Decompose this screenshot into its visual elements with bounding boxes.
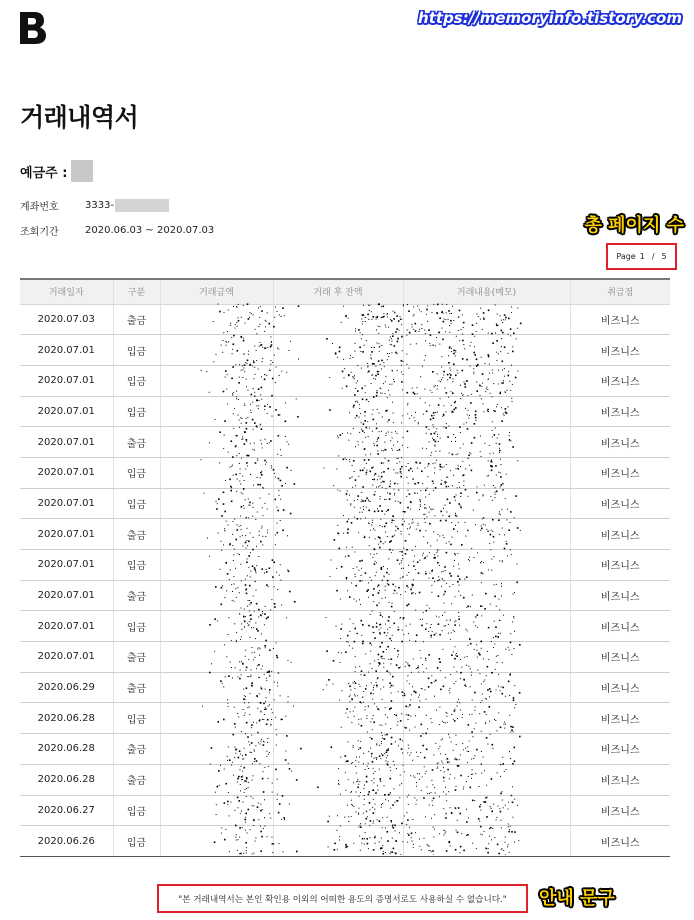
cell-memo-redacted (403, 457, 570, 488)
cell-memo-redacted (403, 611, 570, 642)
notice-annotation: 안내 문구 (539, 888, 615, 909)
table-row (20, 611, 670, 642)
table-row (20, 826, 670, 857)
cell-balance-redacted (273, 611, 403, 642)
cell-balance-redacted (273, 550, 403, 581)
cell-memo-redacted (403, 580, 570, 611)
cell-type: 출금 (113, 304, 160, 335)
table-row (20, 427, 670, 458)
cell-date: 2020.07.01 (20, 519, 113, 550)
cell-balance-redacted (273, 304, 403, 335)
table-row (20, 642, 670, 673)
cell-balance-redacted (273, 642, 403, 673)
cell-amount-redacted (160, 611, 273, 642)
cell-branch: 비즈니스 (570, 611, 670, 642)
cell-amount-redacted (160, 457, 273, 488)
cell-balance-redacted (273, 826, 403, 857)
cell-amount-redacted (160, 703, 273, 734)
table-row (20, 365, 670, 396)
header-type: 구분 (113, 279, 160, 304)
table-row (20, 335, 670, 366)
cell-amount-redacted (160, 519, 273, 550)
cell-branch: 비즈니스 (570, 427, 670, 458)
table-row (20, 488, 670, 519)
cell-amount-redacted (160, 396, 273, 427)
cell-balance-redacted (273, 734, 403, 765)
cell-balance-redacted (273, 365, 403, 396)
table-row (20, 580, 670, 611)
cell-date: 2020.07.01 (20, 550, 113, 581)
header-memo: 거래내용(메모) (403, 279, 570, 304)
cell-amount-redacted (160, 764, 273, 795)
cell-memo-redacted (403, 335, 570, 366)
cell-branch: 비즈니스 (570, 335, 670, 366)
cell-branch: 비즈니스 (570, 764, 670, 795)
cell-amount-redacted (160, 642, 273, 673)
table-row (20, 519, 670, 550)
notice-box (157, 884, 528, 913)
cell-memo-redacted (403, 826, 570, 857)
cell-branch: 비즈니스 (570, 642, 670, 673)
table-row (20, 672, 670, 703)
cell-date: 2020.06.28 (20, 703, 113, 734)
cell-type: 출금 (113, 764, 160, 795)
document-title: 거래내역서 (20, 103, 139, 132)
cell-branch: 비즈니스 (570, 703, 670, 734)
cell-type: 출금 (113, 519, 160, 550)
table-row (20, 795, 670, 826)
owner-name-redacted (71, 160, 93, 182)
account-label: 계좌번호 (20, 202, 59, 213)
cell-date: 2020.07.01 (20, 396, 113, 427)
cell-balance-redacted (273, 488, 403, 519)
header-date: 거래일자 (20, 279, 113, 304)
cell-type: 출금 (113, 580, 160, 611)
cell-date: 2020.06.28 (20, 734, 113, 765)
cell-type: 출금 (113, 427, 160, 458)
cell-balance-redacted (273, 335, 403, 366)
cell-memo-redacted (403, 396, 570, 427)
period-value: 2020.06.03 ~ 2020.07.03 (85, 225, 215, 236)
table-row (20, 734, 670, 765)
cell-branch: 비즈니스 (570, 488, 670, 519)
transaction-table (20, 278, 670, 857)
cell-type: 입금 (113, 365, 160, 396)
cell-amount-redacted (160, 672, 273, 703)
cell-memo-redacted (403, 427, 570, 458)
cell-date: 2020.07.01 (20, 427, 113, 458)
cell-branch: 비즈니스 (570, 550, 670, 581)
cell-date: 2020.07.01 (20, 580, 113, 611)
cell-amount-redacted (160, 826, 273, 857)
cell-memo-redacted (403, 304, 570, 335)
page-label: Page (616, 252, 636, 261)
cell-type: 입금 (113, 488, 160, 519)
cell-balance-redacted (273, 457, 403, 488)
table-row (20, 396, 670, 427)
watermark-url: https://memoryinfo.tistory.com (418, 9, 682, 27)
cell-amount-redacted (160, 335, 273, 366)
cell-date: 2020.06.27 (20, 795, 113, 826)
cell-branch: 비즈니스 (570, 519, 670, 550)
cell-date: 2020.07.01 (20, 365, 113, 396)
cell-memo-redacted (403, 519, 570, 550)
cell-date: 2020.07.01 (20, 457, 113, 488)
cell-branch: 비즈니스 (570, 304, 670, 335)
cell-type: 입금 (113, 611, 160, 642)
header-balance: 거래 후 잔액 (273, 279, 403, 304)
cell-memo-redacted (403, 734, 570, 765)
table-row (20, 457, 670, 488)
account-value: 3333- (85, 200, 115, 211)
header-amount: 거래금액 (160, 279, 273, 304)
cell-amount-redacted (160, 550, 273, 581)
cell-balance-redacted (273, 764, 403, 795)
cell-type: 출금 (113, 642, 160, 673)
page-total: 5 (661, 252, 667, 261)
account-number-redacted (115, 199, 169, 212)
cell-balance-redacted (273, 519, 403, 550)
cell-branch: 비즈니스 (570, 734, 670, 765)
cell-type: 입금 (113, 457, 160, 488)
cell-amount-redacted (160, 304, 273, 335)
cell-amount-redacted (160, 427, 273, 458)
cell-balance-redacted (273, 396, 403, 427)
cell-date: 2020.06.29 (20, 672, 113, 703)
cell-balance-redacted (273, 672, 403, 703)
cell-date: 2020.07.01 (20, 335, 113, 366)
table-row (20, 764, 670, 795)
table-row (20, 703, 670, 734)
cell-memo-redacted (403, 795, 570, 826)
cell-type: 입금 (113, 335, 160, 366)
cell-amount-redacted (160, 734, 273, 765)
cell-branch: 비즈니스 (570, 795, 670, 826)
cell-amount-redacted (160, 580, 273, 611)
page-separator: / (651, 252, 655, 261)
table-row (20, 304, 670, 335)
cell-memo-redacted (403, 365, 570, 396)
cell-type: 입금 (113, 795, 160, 826)
cell-memo-redacted (403, 550, 570, 581)
bank-b-logo-icon (20, 12, 46, 44)
cell-memo-redacted (403, 764, 570, 795)
total-pages-annotation: 총 페이지 수 (584, 215, 684, 236)
header-branch: 취급점 (570, 279, 670, 304)
table-header-row (20, 279, 670, 304)
notice-text: "본 거래내역서는 본인 확인용 이외의 어떠한 용도의 증명서로도 사용하실 수 없습니다." (178, 894, 507, 905)
period-row (20, 223, 214, 238)
cell-branch: 비즈니스 (570, 672, 670, 703)
cell-balance-redacted (273, 427, 403, 458)
cell-amount-redacted (160, 488, 273, 519)
cell-type: 출금 (113, 734, 160, 765)
cell-memo-redacted (403, 672, 570, 703)
cell-date: 2020.07.03 (20, 304, 113, 335)
transaction-table-body (20, 304, 670, 856)
cell-date: 2020.06.28 (20, 764, 113, 795)
cell-branch: 비즈니스 (570, 396, 670, 427)
period-label: 조회기간 (20, 227, 59, 238)
cell-balance-redacted (273, 795, 403, 826)
cell-type: 입금 (113, 826, 160, 857)
cell-type: 입금 (113, 396, 160, 427)
cell-memo-redacted (403, 488, 570, 519)
cell-date: 2020.07.01 (20, 488, 113, 519)
cell-type: 출금 (113, 672, 160, 703)
cell-balance-redacted (273, 580, 403, 611)
cell-memo-redacted (403, 642, 570, 673)
cell-branch: 비즈니스 (570, 580, 670, 611)
cell-branch: 비즈니스 (570, 826, 670, 857)
cell-balance-redacted (273, 703, 403, 734)
owner-row (20, 160, 93, 182)
cell-type: 입금 (113, 550, 160, 581)
cell-date: 2020.06.26 (20, 826, 113, 857)
cell-amount-redacted (160, 795, 273, 826)
cell-type: 입금 (113, 703, 160, 734)
page-current: 1 (639, 252, 645, 261)
table-row (20, 550, 670, 581)
owner-label: 예금주 : (20, 165, 68, 181)
account-row (20, 198, 169, 213)
page-indicator (606, 243, 677, 270)
cell-branch: 비즈니스 (570, 365, 670, 396)
cell-branch: 비즈니스 (570, 457, 670, 488)
cell-date: 2020.07.01 (20, 611, 113, 642)
cell-amount-redacted (160, 365, 273, 396)
cell-memo-redacted (403, 703, 570, 734)
cell-date: 2020.07.01 (20, 642, 113, 673)
